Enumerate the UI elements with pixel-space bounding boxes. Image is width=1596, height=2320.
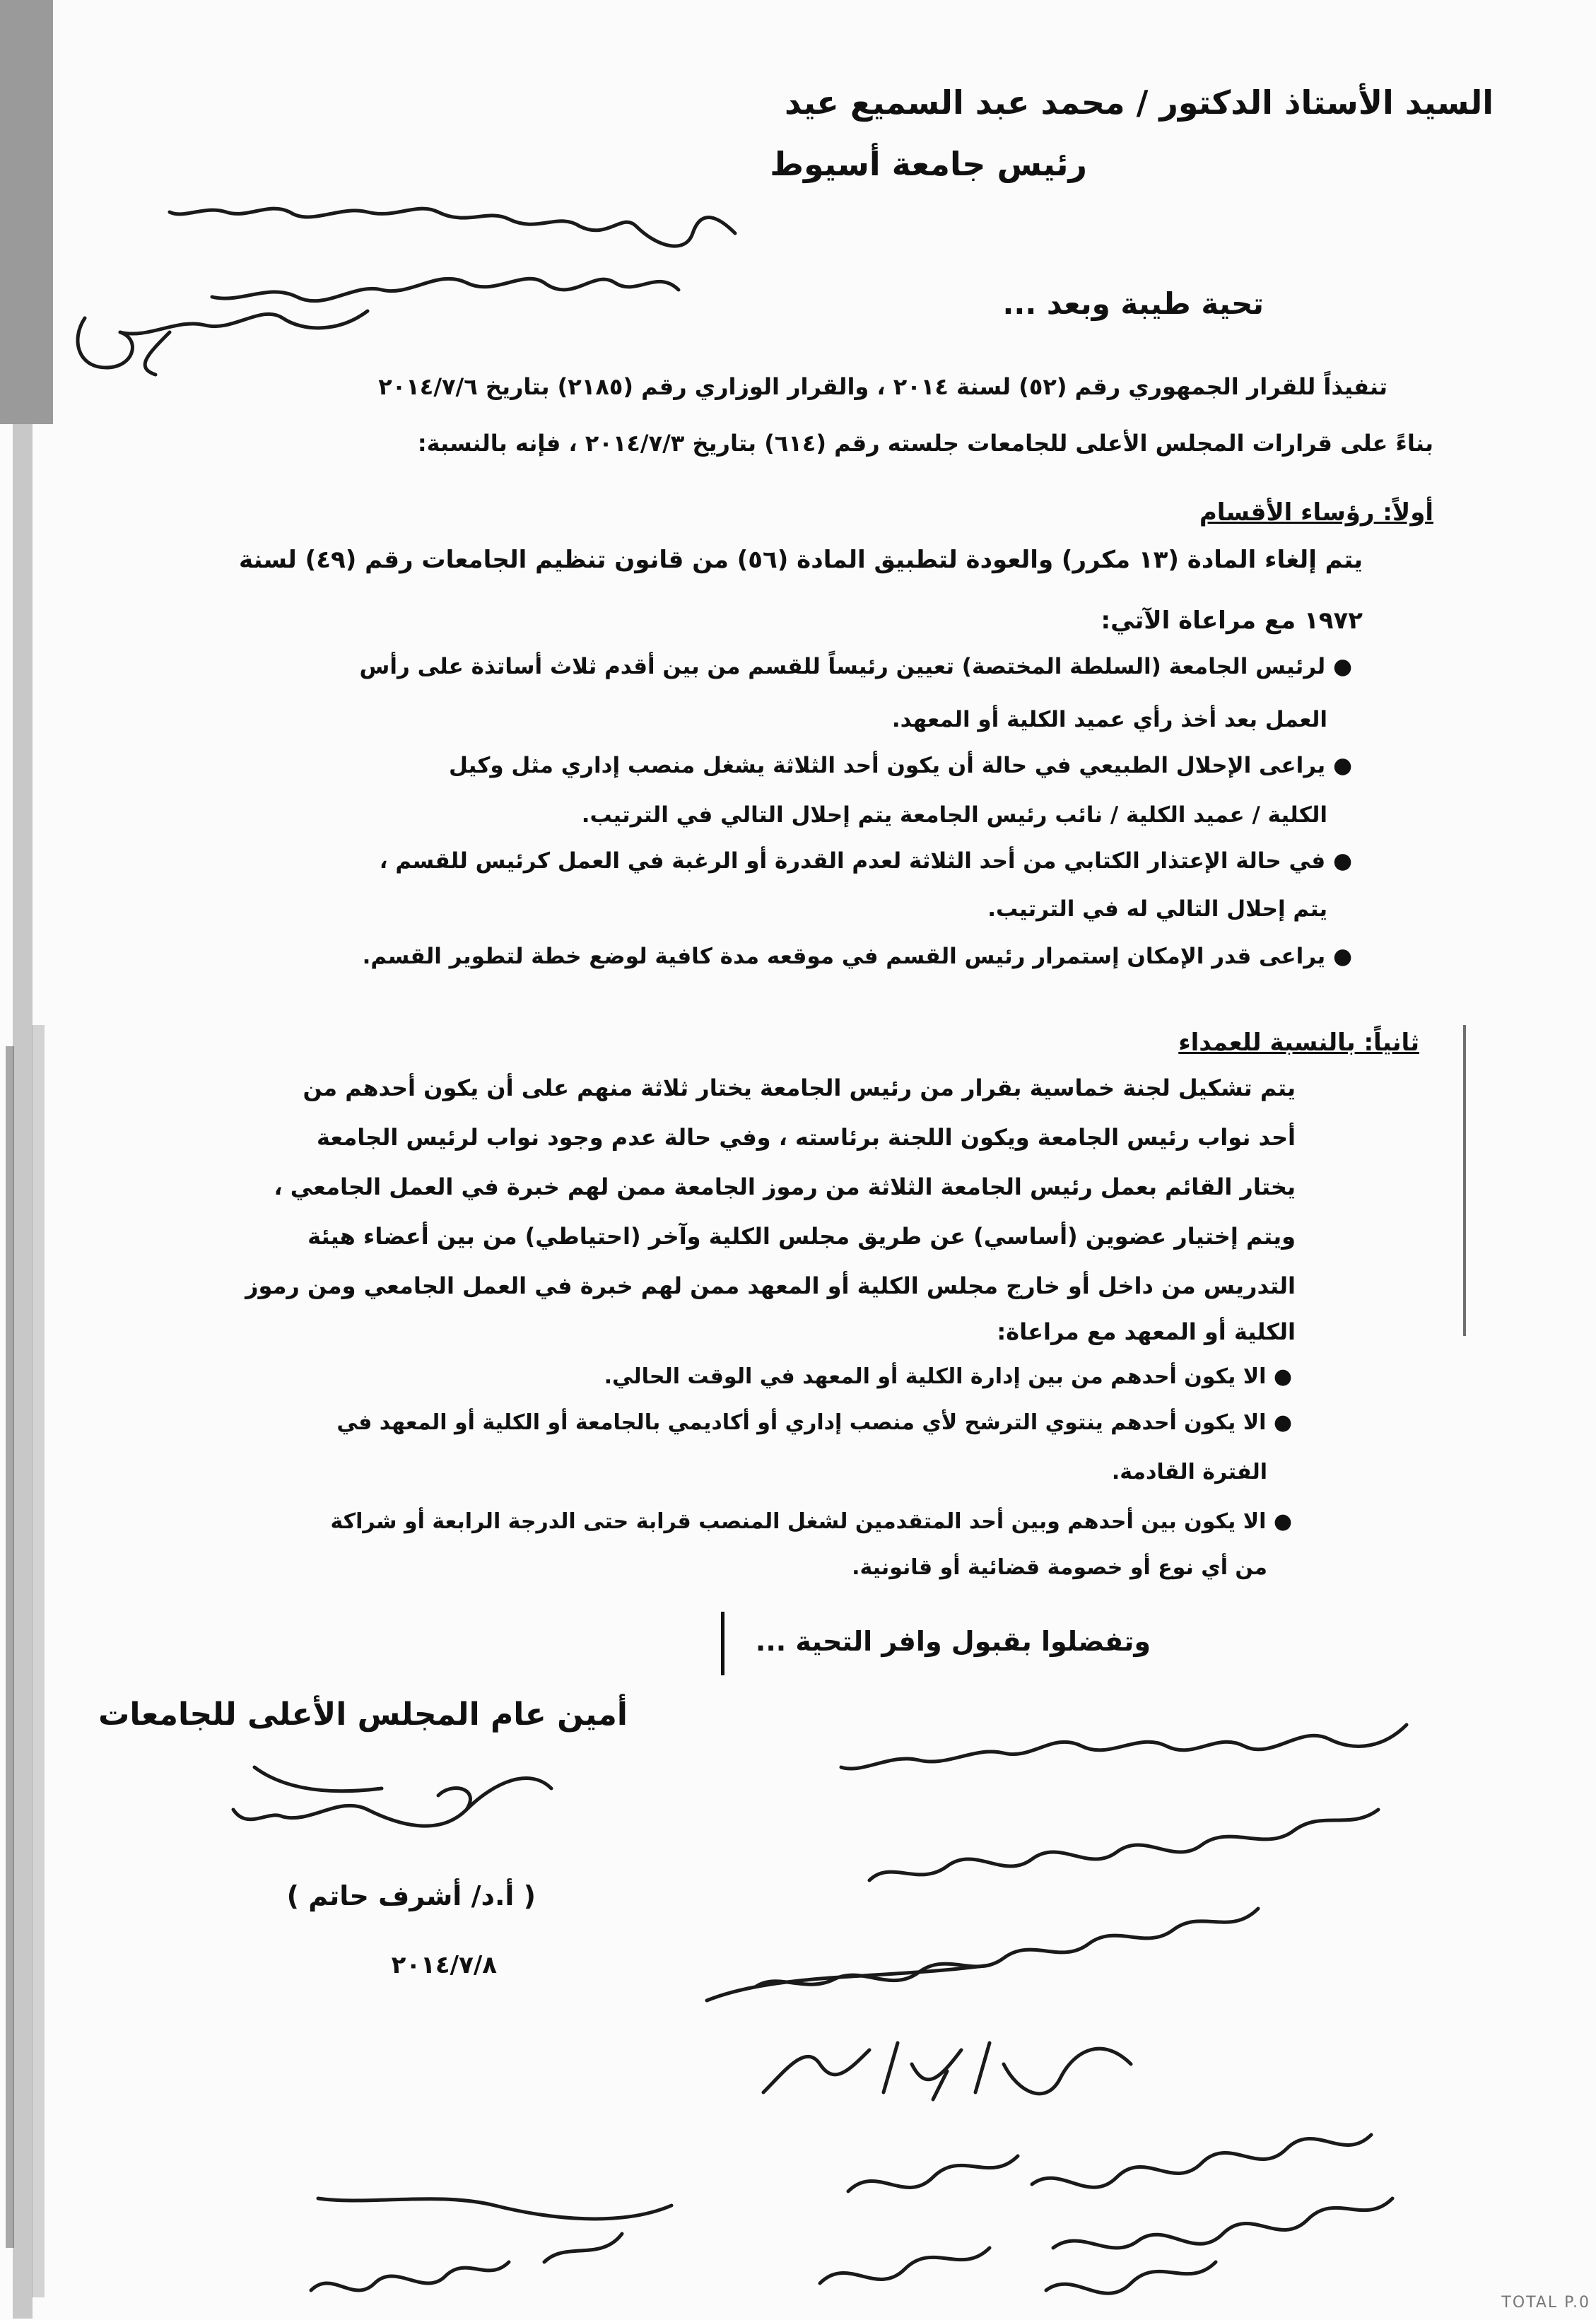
section1-line-1: يتم إلغاء المادة (١٣ مكرر) والعودة لتطبيق المادة (٥٦) من قانون تنظيم الجامعات رقم (٤٩) لسنة: [238, 546, 1363, 574]
s1-bullet-3-line-1: ● في حالة الإعتذار الكتابي من أحد الثلاثة لعدم القدرة أو الرغبة في العمل كرئيس للقسم ،: [379, 848, 1352, 874]
addressee: السيد الأستاذ الدكتور / محمد عبد السميع عيد: [785, 83, 1494, 122]
section2-line-3: يختار القائم بعمل رئيس الجامعة الثلاثة من رموز الجامعة ممن لهم خبرة في العمل الجامعي ،: [274, 1173, 1296, 1200]
s2-bullet-2-line-2: الفترة القادمة.: [1111, 1460, 1267, 1484]
handwriting-signature-secretary: [233, 1767, 551, 1826]
list-item: في حالة الإعتذار الكتابي من أحد الثلاثة لعدم القدرة أو الرغبة في العمل كرئيس للقسم ،: [379, 848, 1326, 874]
list-item: يراعى الإحلال الطبيعي في حالة أن يكون أحد الثلاثة يشغل منصب إداري مثل وكيل: [449, 753, 1326, 778]
s1-bullet-1-line-1: ● لرئيس الجامعة (السلطة المختصة) تعيين رئيساً للقسم من بين أقدم ثلاث أساتذة على رأس: [359, 654, 1352, 679]
list-item: الا يكون أحدهم من بين إدارة الكلية أو المعهد في الوقت الحالي.: [604, 1364, 1267, 1389]
s2-bullet-3-line-1: ● الا يكون بين أحدهم وبين أحد المتقدمين لشغل المنصب قرابة حتى الدرجة الرابعة أو شراكة: [330, 1509, 1292, 1534]
signature-name: ( أ.د/ أشرف حاتم ): [286, 1880, 536, 1911]
s2-bullet-1-line-1: ● الا يكون أحدهم من بين إدارة الكلية أو المعهد في الوقت الحالي.: [604, 1364, 1292, 1389]
s2-bullet-3-line-2: من أي نوع أو خصومة قضائية أو قانونية.: [852, 1555, 1267, 1580]
section2-line-2: أحد نواب رئيس الجامعة ويكون اللجنة برئاسته ، وفي حالة عدم وجود نواب لرئيس الجامعة: [316, 1124, 1296, 1151]
section2-line-5: التدريس من داخل أو خارج مجلس الكلية أو المعهد ممن لهم خبرة في العمل الجامعي ومن رموز: [245, 1272, 1296, 1299]
section2-heading: ثانياً: بالنسبة للعمداء: [1178, 1029, 1419, 1057]
fax-edge-text: TOTAL P.0: [1501, 2294, 1590, 2312]
handwriting-referral-note: [707, 1725, 1407, 2000]
section1-line-2: ١٩٧٢ مع مراعاة الآتي:: [1101, 607, 1363, 635]
list-item: الا يكون بين أحدهم وبين أحد المتقدمين لشغل المنصب قرابة حتى الدرجة الرابعة أو شراكة: [330, 1509, 1267, 1534]
intro-line-1: تنفيذاً للقرار الجمهوري رقم (٥٢) لسنة ٢٠١٤ ، والقرار الوزاري رقم (٢١٨٥) بتاريخ ٢٠١٤/٧/٦: [378, 373, 1387, 400]
handwriting-date-1: [763, 2043, 1131, 2099]
section2-line-1: يتم تشكيل لجنة خماسية بقرار من رئيس الجامعة يختار ثلاثة منهم على أن يكون أحدهم من: [303, 1074, 1296, 1101]
handwriting-bottom-note: [311, 2135, 1392, 2293]
section1-heading: أولاً: رؤساء الأقسام: [1199, 498, 1433, 527]
addressee-title: رئيس جامعة أسيوط: [770, 145, 1087, 183]
list-item: الا يكون أحدهم ينتوي الترشح لأي منصب إداري أو أكاديمي بالجامعة أو الكلية أو المعهد في: [336, 1410, 1267, 1435]
intro-line-2: بناءً على قرارات المجلس الأعلى للجامعات جلسته رقم (٦١٤) بتاريخ ٢٠١٤/٧/٣ ، فإنه بالنسبة:: [417, 430, 1433, 457]
section2-line-4: ويتم إختيار عضوين (أساسي) عن طريق مجلس الكلية وآخر (احتياطي) من بين أعضاء هيئة: [307, 1223, 1296, 1250]
section2-line-6: الكلية أو المعهد مع مراعاة:: [997, 1318, 1296, 1345]
greeting: تحية طيبة وبعد ...: [1002, 286, 1264, 321]
handwriting-top-left: [78, 209, 735, 375]
s1-bullet-2-line-1: ● يراعى الإحلال الطبيعي في حالة أن يكون أحد الثلاثة يشغل منصب إداري مثل وكيل: [449, 753, 1352, 778]
signature-date: ٢٠١٤/٧/٨: [391, 1951, 497, 1979]
s1-bullet-1-line-2: العمل بعد أخذ رأي عميد الكلية أو المعهد.: [891, 707, 1327, 732]
s2-bullet-2-line-1: ● الا يكون أحدهم ينتوي الترشح لأي منصب إداري أو أكاديمي بالجامعة أو الكلية أو المعهد في: [336, 1410, 1292, 1435]
signature-title: أمين عام المجلس الأعلى للجامعات: [98, 1697, 628, 1733]
list-item: يراعى قدر الإمكان إستمرار رئيس القسم في موقعه مدة كافية لوضع خطة لتطوير القسم.: [362, 944, 1326, 969]
s1-bullet-3-line-2: يتم إحلال التالي له في الترتيب.: [987, 896, 1327, 922]
closing-line: وتفضلوا بقبول وافر التحية ...: [755, 1626, 1151, 1657]
s1-bullet-2-line-2: الكلية / عميد الكلية / نائب رئيس الجامعة يتم إحلال التالي في الترتيب.: [581, 802, 1327, 828]
s1-bullet-4-line-1: ● يراعى قدر الإمكان إستمرار رئيس القسم في موقعه مدة كافية لوضع خطة لتطوير القسم.: [362, 944, 1352, 969]
list-item: لرئيس الجامعة (السلطة المختصة) تعيين رئيساً للقسم من بين أقدم ثلاث أساتذة على رأس: [359, 654, 1326, 679]
